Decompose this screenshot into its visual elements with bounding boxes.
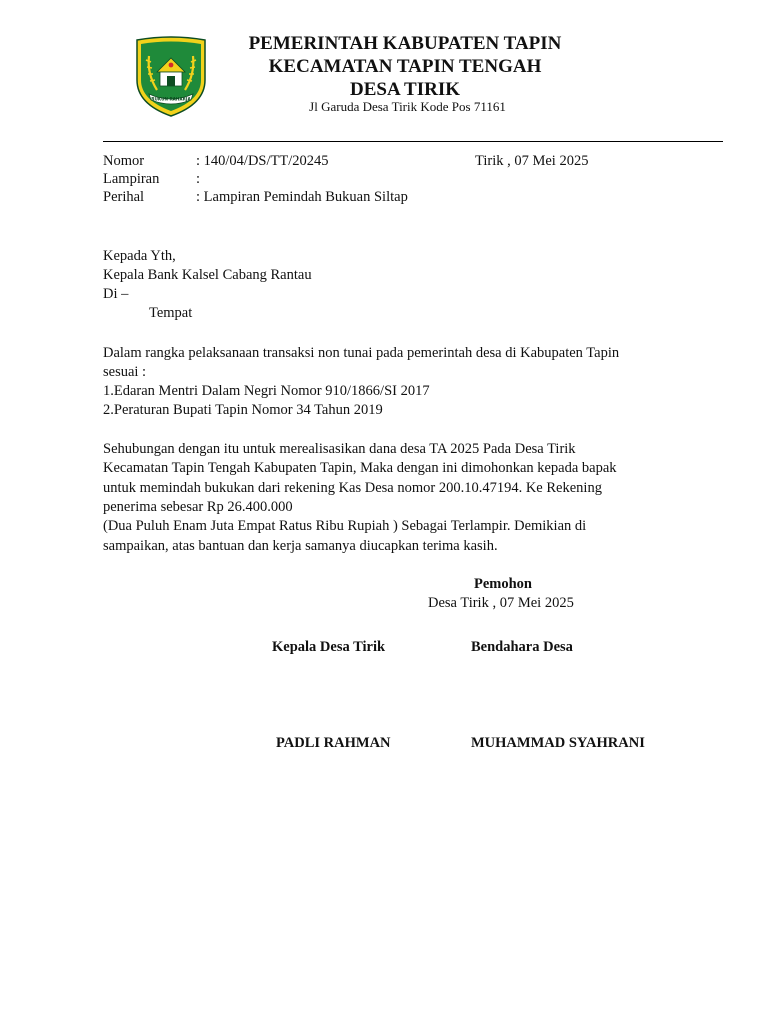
lampiran-label: Lampiran [103, 171, 160, 187]
header-government: PEMERINTAH KABUPATEN TAPIN [248, 33, 562, 54]
village-head-title: Kepala Desa Tirik [272, 639, 386, 655]
village-head-name: PADLI RAHMAN [276, 735, 391, 751]
logo-banner-text: RUKUN RAHARJA [151, 96, 191, 102]
intro-line-1: Dalam rangka pelaksanaan transaksi non tunai pada pemerintah desa di Kabupaten Tapin [103, 345, 620, 361]
header-divider [103, 141, 723, 142]
perihal-label: Perihal [103, 189, 145, 205]
pemohon-label: Pemohon [474, 576, 532, 592]
intro-line-2: sesuai : [103, 364, 147, 380]
nomor-label: Nomor [103, 153, 145, 169]
list-item-number: 1. [103, 383, 114, 399]
header-address: Jl Garuda Desa Tirik Kode Pos 71161 [309, 99, 506, 114]
nomor-value: : 140/04/DS/TT/20245 [196, 153, 329, 169]
signature-place-date: Desa Tirik , 07 Mei 2025 [428, 595, 574, 611]
recipient-greeting: Kepada Yth, [103, 248, 176, 264]
letter-date: Tirik , 07 Mei 2025 [475, 153, 589, 169]
paragraph-line: sampaikan, atas bantuan dan kerja samanya diucapkan terima kasih. [103, 538, 498, 554]
paragraph-line: untuk memindah bukukan dari rekening Kas Desa nomor 200.10.47194. Ke Rekening [103, 480, 602, 496]
list-item [103, 402, 383, 419]
list-item-text: Peraturan Bupati Tapin Nomor 34 Tahun 2019 [113, 402, 383, 418]
perihal-value: : Lampiran Pemindah Bukuan Siltap [196, 189, 408, 205]
header-district: KECAMATAN TAPIN TENGAH [268, 56, 542, 77]
lampiran-value: : [196, 171, 201, 187]
treasurer-title: Bendahara Desa [471, 639, 573, 655]
paragraph-line: penerima sebesar Rp 26.400.000 [103, 499, 293, 515]
paragraph-line: (Dua Puluh Enam Juta Empat Ratus Ribu Rupiah ) Sebagai Terlampir. Demikian di [103, 518, 587, 534]
paragraph-line: Kecamatan Tapin Tengah Kabupaten Tapin, Maka dengan ini dimohonkan kepada bapak [103, 460, 617, 476]
list-item-number: 2. [103, 402, 114, 418]
paragraph-line: Sehubungan dengan itu untuk merealisasikan dana desa TA 2025 Pada Desa Tirik [103, 441, 576, 457]
treasurer-name: MUHAMMAD SYAHRANI [471, 735, 645, 751]
recipient-di: Di – [103, 286, 129, 302]
list-item [103, 383, 430, 400]
recipient-place: Tempat [149, 305, 193, 321]
recipient-name: Kepala Bank Kalsel Cabang Rantau [103, 267, 312, 283]
header-village: DESA TIRIK [349, 79, 460, 100]
list-item-text: Edaran Mentri Dalam Negri Nomor 910/1866/SI 2017 [113, 383, 430, 399]
